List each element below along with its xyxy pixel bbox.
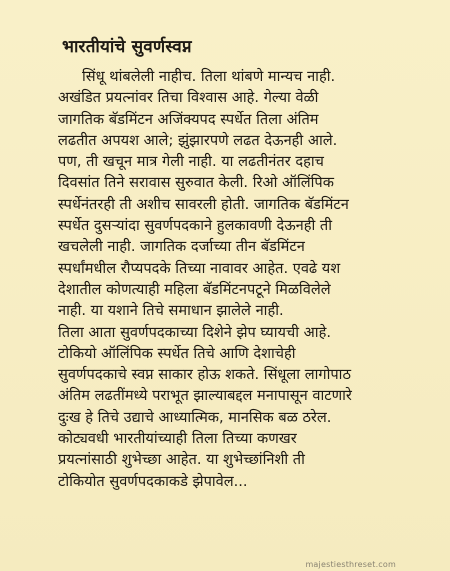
body-line: सिंधू थांबलेली नाहीच. तिला थांबणे मान्यच नाही. xyxy=(82,68,336,85)
body-line: टोकियोत सुवर्णपदकाकडे झेपावेल... xyxy=(58,472,248,490)
body-line: प्रयत्नांसाठी शुभेच्छा आहेत. या शुभेच्छांनिशी ती xyxy=(58,451,305,469)
body-line: टोकियो ऑलिंपिक स्पर्धेत तिचे आणि देशाचेही xyxy=(58,344,296,362)
body-line: देशातील कोणत्याही महिला बॅडमिंटनपटूने मिळविलेले xyxy=(58,280,331,298)
body-line: पण, ती खचून मात्र गेली नाही. या लढतीनंतर दहाच xyxy=(58,153,324,171)
body-line: कोट्यवधी भारतीयांच्याही तिला तिच्या कणखर xyxy=(58,430,297,448)
body-line: दुःख हे तिचे उद्याचे आध्यात्मिक, मानसिक बळ ठरेल. xyxy=(58,408,332,426)
body-line: दिवसांत तिने सरावास सुरुवात केली. रिओ ऑलिंपिक xyxy=(58,174,334,192)
body-line: तिला आता सुवर्णपदकाच्या दिशेने झेप घ्यायची आहे. xyxy=(58,323,331,341)
footer-watermark: majestiesthreset.com xyxy=(305,560,396,569)
body-line: नाही. या यशाने तिचे समाधान झालेले नाही. xyxy=(58,302,284,320)
article-body xyxy=(58,66,450,492)
body-line: स्पर्धेनंतरही ती अशीच सावरली होती. जागतिक बॅडमिंटन xyxy=(58,195,349,213)
article-title: भारतीयांचे सुवर्णस्वप्न xyxy=(62,37,192,57)
body-line: स्पर्धेत दुसऱ्यांदा सुवर्णपदकाने हुलकावणी देऊनही ती xyxy=(58,217,333,235)
body-line: अंतिम लढतींमध्ये पराभूत झाल्याबद्दल मनापासून वाटणारे xyxy=(58,387,352,405)
body-line: अखंडित प्रयत्नांवर तिचा विश्वास आहे. गेल्या वेळी xyxy=(58,89,319,107)
body-line: लढतीत अपयश आले; झुंझारपणे लढत देऊनही आले. xyxy=(58,131,338,149)
body-line: जागतिक बॅडमिंटन अजिंक्यपद स्पर्धेत तिला अंतिम xyxy=(58,110,319,128)
body-line: स्पर्धांमधील रौप्यपदके तिच्या नावावर आहेत. एवढे यश xyxy=(58,259,341,277)
body-line: सुवर्णपदकाचे स्वप्न साकार होऊ शकते. सिंधूला लागोपाठ xyxy=(58,366,351,384)
body-line: खचलेली नाही. जागतिक दर्जाच्या तीन बॅडमिंटन xyxy=(58,238,305,256)
